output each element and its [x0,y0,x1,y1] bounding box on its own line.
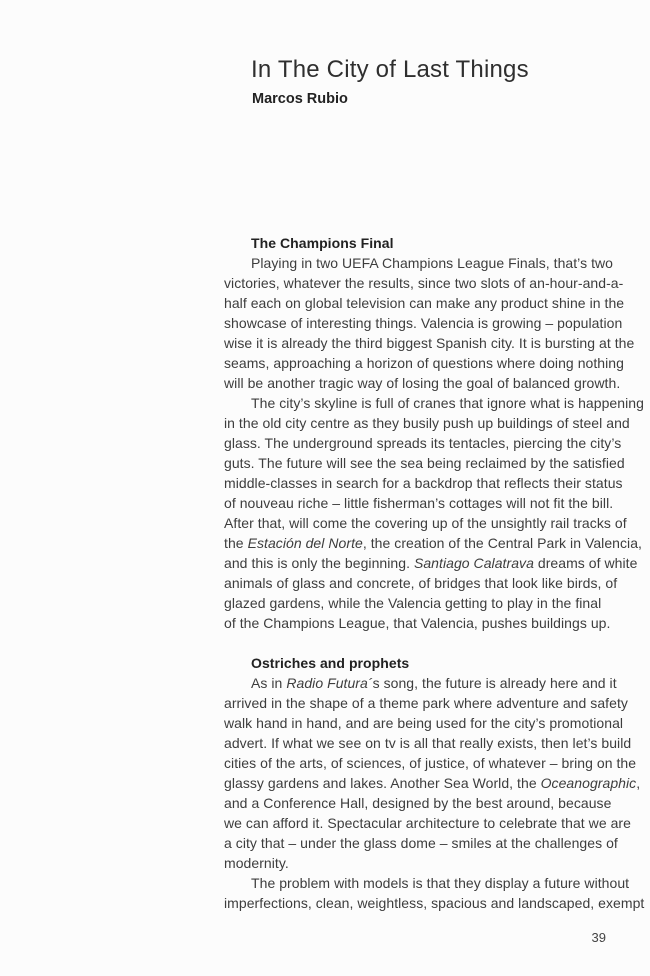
text-line [224,693,634,713]
article-author: Marcos Rubio [252,91,348,107]
plain-text: , [636,775,641,791]
plain-text: of nouveau riche – little fisherman’s cottages will not fit the bill. [224,495,614,511]
text-line [224,333,634,353]
text-line [224,793,634,813]
plain-text: wise it is already the third biggest Spanish city. It is bursting at the [224,335,635,351]
plain-text: walk hand in hand, and are being used for the city’s promotional [224,715,624,731]
text-line [224,493,634,513]
text-line [224,433,634,453]
plain-text: glassy gardens and lakes. Another Sea World, the [224,775,541,791]
text-line [224,573,634,593]
plain-text: the [224,535,248,551]
plain-text: victories, whatever the results, since two slots of an-hour-and-a- [224,275,624,291]
article-section [224,653,645,913]
text-line [224,473,634,493]
plain-text: of the Champions League, that Valencia, pushes buildings up. [224,615,611,631]
plain-text: The problem with models is that they display a future without [251,875,630,891]
text-line [224,393,644,413]
italic-text: Oceanographic [540,775,637,791]
plain-text: seams, approaching a horizon of questions where doing nothing [224,355,624,371]
plain-text: showcase of interesting things. Valencia is growing – population [224,315,623,331]
paragraph [224,253,634,393]
text-line [224,373,634,393]
plain-text: After that, will come the covering up of the unsightly rail tracks of [224,515,627,531]
text-line [224,713,634,733]
plain-text: a city that – under the glass dome – smiles at the challenges of [224,835,618,851]
italic-text: Estación del Norte [247,535,363,551]
plain-text: guts. The future will see the sea being reclaimed by the satisfied [224,455,625,471]
article-section [224,233,644,633]
text-line [224,733,634,753]
plain-text: we can afford it. Spectacular architecture to celebrate that we are [224,815,631,831]
article-title: In The City of Last Things [251,56,529,83]
text-line [224,613,634,633]
italic-text: Santiago Calatrava [413,555,534,571]
text-line [224,813,634,833]
text-line [224,513,634,533]
plain-text: and this is only the beginning. [224,555,414,571]
paragraph [224,673,641,873]
plain-text: glazed gardens, while the Valencia getting to play in the final [224,595,602,611]
plain-text: and a Conference Hall, designed by the best around, because [224,795,612,811]
plain-text: dreams of white [533,555,638,571]
plain-text: cities of the arts, of sciences, of justice, of whatever – bring on the [224,755,637,771]
text-line [224,533,642,553]
plain-text: will be another tragic way of losing the goal of balanced growth. [224,375,621,391]
article-body [224,233,645,913]
text-line [224,413,634,433]
paragraph [224,873,645,913]
text-line [224,893,645,913]
plain-text: imperfections, clean, weightless, spacious and landscaped, exempt [224,895,645,911]
plain-text: half each on global television can make any product shine in the [224,295,625,311]
plain-text: , the creation of the Central Park in Valencia, [362,535,642,551]
plain-text: The city’s skyline is full of cranes that ignore what is happening [251,395,644,411]
plain-text: advert. If what we see on tv is all that really exists, then let’s build [224,735,632,751]
text-line [224,773,641,793]
plain-text: animals of glass and concrete, of bridges that look like birds, of [224,575,618,591]
plain-text: Playing in two UEFA Champions League Finals, that’s two [251,255,614,271]
plain-text: modernity. [224,855,289,871]
text-line [224,753,637,773]
italic-text: Radio Futura´ [286,675,373,691]
plain-text: s song, the future is already here and it [372,675,617,691]
plain-text: glass. The underground spreads its tentacles, piercing the city’s [224,435,622,451]
section-heading: Ostriches and prophets [251,655,410,671]
plain-text: arrived in the shape of a theme park where adventure and safety [224,695,628,711]
text-line [224,873,634,893]
text-line [224,673,634,693]
text-line [224,293,634,313]
text-line [224,453,634,473]
text-line [224,273,634,293]
paragraph [224,393,644,633]
text-line [224,593,634,613]
section-heading: The Champions Final [251,235,394,251]
text-line [224,353,634,373]
plain-text: As in [251,675,287,691]
plain-text: middle-classes in search for a backdrop that reflects their status [224,475,623,491]
text-line [224,253,634,273]
text-line [224,553,638,573]
text-line [224,853,634,873]
text-line [224,833,634,853]
page-number: 39 [591,930,606,945]
plain-text: in the old city centre as they busily push up buildings of steel and [224,415,630,431]
text-line [224,313,634,333]
